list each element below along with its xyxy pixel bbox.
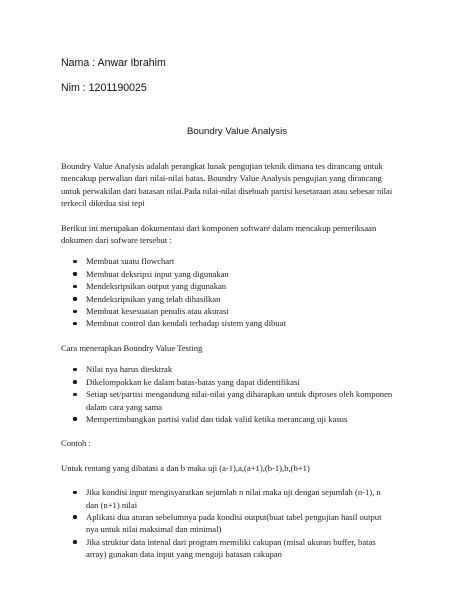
text-line: Mempertimbangkan partisi valid dan tidak valid ketika merancang uji kasus: [86, 413, 348, 424]
text-line: dan (n+1) nilai: [86, 499, 138, 510]
list-item: Mendeksripsikan output yang digunakan: [61, 280, 421, 292]
student-name: Nama : Anwar Ibrahim: [61, 57, 166, 69]
text-line: Dikelompokkan ke dalam batas-batas yang dapat didentifikasi: [86, 376, 300, 387]
text-line: dokumen dari sofware tersebut :: [61, 235, 172, 246]
text-line: dalam cara yang sama: [86, 401, 163, 412]
text-line: Jika struktur data intenal dari program memiliki cakupan (misal ukuran buffer, batas: [86, 536, 376, 547]
cara-list: [61, 363, 421, 425]
list-item: [61, 511, 421, 536]
text-line: Setiap set/partisi mengandung nilai-nilai yang diharapkan untuk diproses oleh komponen: [86, 389, 393, 400]
text-line: nya untuk nilai maksimal dan minimal): [86, 524, 222, 535]
rentang-list: [61, 486, 421, 560]
text-line: Jika kondisi input mengisyaratkan sejumlah n nilai maka uji dengan sejumlah (n-1), n: [86, 487, 381, 498]
text-line: array) gunakan data input yang menguji batasan cakupan: [86, 549, 282, 560]
list-item: [61, 363, 421, 375]
contoh-label: Contoh :: [61, 438, 91, 449]
rentang-paragraph: Untuk rentang yang dibatasi a dan b maka uji (a-1),a,(a+1),(b-1),b,(b+1): [61, 462, 310, 473]
list-item: [61, 486, 421, 511]
text-line: terkecil dikedua sisi tepi: [61, 198, 145, 209]
text-line: Aplikasi dua aturan sebelumnya pada kondisi output(buat tabel pengujian hasil output: [86, 511, 382, 522]
documentation-paragraph: [61, 222, 421, 247]
documentation-list: [61, 255, 421, 329]
cara-heading: Cara menerapkan Boundry Value Testing: [61, 342, 203, 353]
list-item: [61, 413, 421, 425]
list-item: [61, 388, 421, 413]
intro-paragraph: [61, 160, 421, 210]
document-body: [61, 160, 421, 561]
student-nim: Nim : 1201190025: [61, 82, 147, 94]
list-item: Membuat kesesuaian penulis atau akurasi: [61, 305, 421, 317]
list-item: Membuat control dan kendali terhadap sistem yang dibuat: [61, 317, 421, 329]
list-item: Mendeksripsikan yang telah dihasilkan: [61, 293, 421, 305]
document-title: Boundry Value Analysis: [186, 126, 288, 137]
list-item: [61, 376, 421, 388]
text-line: Berikut ini merupakan dokumentasi dari komponen software dalam mencakup pemeriksaan: [61, 222, 377, 233]
text-line: mencakup perwalian dari nilai-nilai batas. Boundry Value Analysis pengujian yang dirancang: [61, 173, 382, 184]
text-line: Nilai nya harus diesktrak: [86, 364, 173, 375]
text-line: untuk perwakilan dari batasan nilai.Pada nilai-nilai disebuah partisi kesetaraan atau sebesar nilai: [61, 185, 393, 196]
list-item: [61, 536, 421, 561]
list-item: Membuat suatu flowchart: [61, 255, 421, 267]
text-line: Boundry Value Analysis adalah perangkat lunak pengujian teknik dimana tes dirancang untuk: [61, 161, 383, 171]
list-item: Membuat deksripsi input yang digunakan: [61, 268, 421, 280]
